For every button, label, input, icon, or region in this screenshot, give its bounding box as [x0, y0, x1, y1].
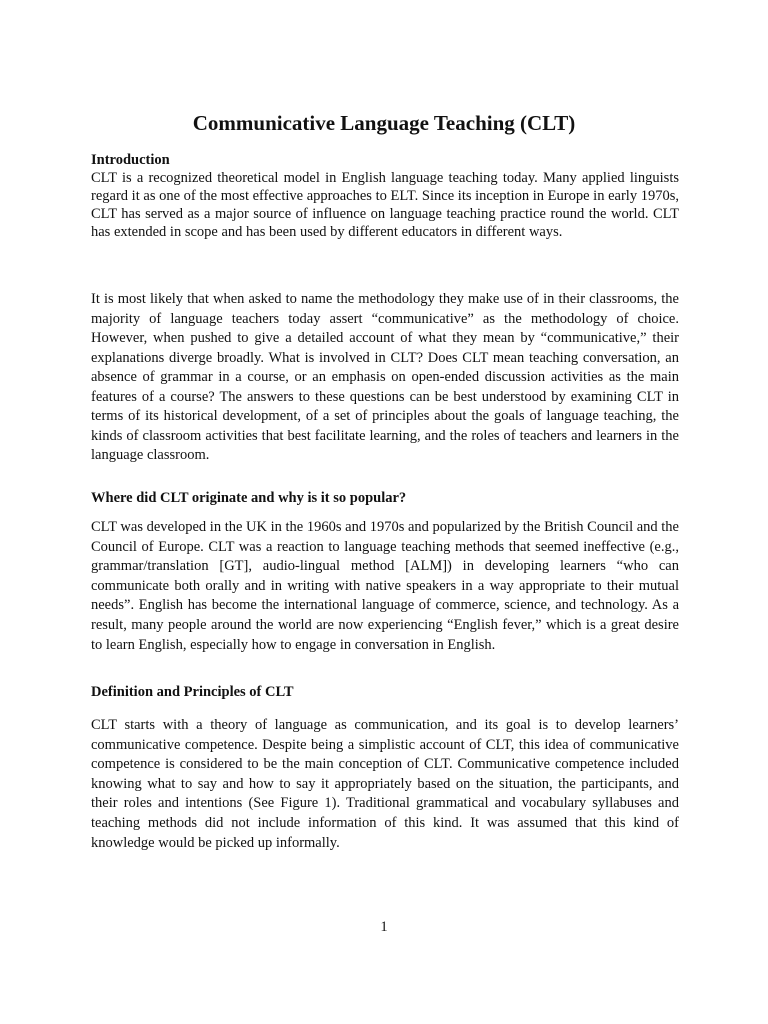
page-number: 1 — [380, 919, 388, 935]
document-title: Communicative Language Teaching (CLT) — [192, 111, 576, 135]
introduction-paragraph-2: It is most likely that when asked to name the methodology they make use of in their classrooms, the majority of language teachers today assert “communicative” as the methodology of choice. However, when pushed to give a detailed account of what they mean by “communicative,” their explanations diverge broadly. What is involved in CLT? Does CLT mean teaching conversation, an absence of grammar in a course, or an emphasis on open-ended discussion activities as the main features of a course? The answers to these questions can be best understood by examining CLT in terms of its historical development, of a set of principles about the goals of language teaching, the kinds of classroom activities that best facilitate learning, and the roles of teachers and learners in the language classroom. — [91, 291, 679, 463]
section-heading-introduction: Introduction — [91, 152, 170, 168]
introduction-paragraph-1: CLT is a recognized theoretical model in English language teaching today. Many applied linguists regard it as one of the most effective approaches to ELT. Since its inception in Europe in early 1970s, CLT has served as a major source of influence on language teaching practice round the world. CLT has extended in scope and has been used by different educators in different ways. — [91, 170, 679, 241]
section-heading-origin: Where did CLT originate and why is it so popular? — [91, 490, 407, 506]
section-heading-definition: Definition and Principles of CLT — [91, 684, 294, 700]
origin-paragraph-1: CLT was developed in the UK in the 1960s and 1970s and popularized by the British Council and the Council of Europe. CLT was a reaction to language teaching methods that seemed ineffective (e.g., grammar/translation [GT], audio-lingual method [ALM]) in developing learners “who can communicate both orally and in writing with native speakers in a way appropriate to their mutual needs”. English has become the international language of commerce, science, and technology. As a result, many people around the world are now experiencing “English fever,” which is a great desire to learn English, especially how to engage in conversation in English. — [91, 519, 679, 653]
definition-paragraph-1: CLT starts with a theory of language as communication, and its goal is to develop learners’ communicative competence. Despite being a simplistic account of CLT, this idea of communicative competence is considered to be the main conception of CLT. Communicative competence included knowing what to say and how to say it appropriately based on the situation, the participants, and their roles and intentions (See Figure 1). Traditional grammatical and vocabulary syllabuses and teaching methods did not include information of this kind. It was assumed that this kind of knowledge would be picked up informally. — [91, 717, 679, 851]
